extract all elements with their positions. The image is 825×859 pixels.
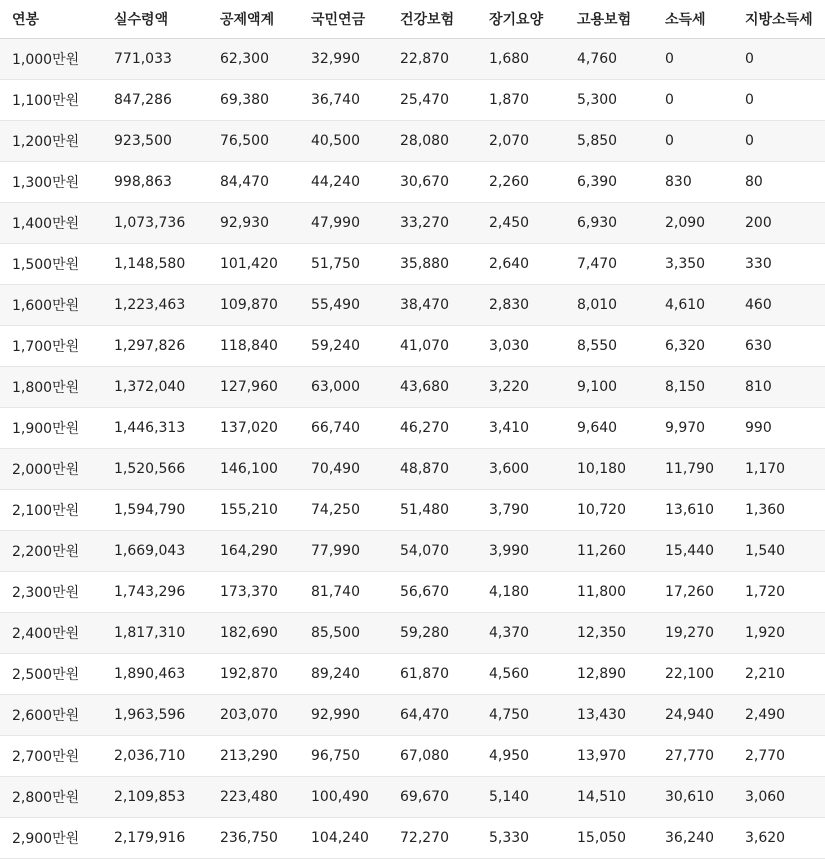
table-row xyxy=(0,695,825,736)
table-cell-national-pension: 47,990 xyxy=(299,203,388,244)
table-cell-health-insurance: 43,680 xyxy=(388,367,477,408)
table-cell-total-deduction: 192,870 xyxy=(208,654,299,695)
table-cell-salary: 2,500만원 xyxy=(0,654,102,695)
table-row xyxy=(0,613,825,654)
table-cell-health-insurance: 48,870 xyxy=(388,449,477,490)
table-row xyxy=(0,121,825,162)
table-cell-employment-insurance: 12,890 xyxy=(565,654,653,695)
table-cell-local-income-tax: 2,210 xyxy=(733,654,825,695)
table-cell-total-deduction: 164,290 xyxy=(208,531,299,572)
table-cell-health-insurance: 41,070 xyxy=(388,326,477,367)
table-cell-salary: 2,800만원 xyxy=(0,777,102,818)
table-cell-salary: 1,100만원 xyxy=(0,80,102,121)
table-cell-health-insurance: 28,080 xyxy=(388,121,477,162)
table-cell-health-insurance: 59,280 xyxy=(388,613,477,654)
table-cell-employment-insurance: 12,350 xyxy=(565,613,653,654)
table-cell-total-deduction: 213,290 xyxy=(208,736,299,777)
table-cell-salary: 2,300만원 xyxy=(0,572,102,613)
column-header-long-term-care: 장기요양 xyxy=(477,0,565,39)
column-header-local-income-tax: 지방소득세 xyxy=(733,0,825,39)
table-cell-net-pay: 1,148,580 xyxy=(102,244,208,285)
table-cell-health-insurance: 46,270 xyxy=(388,408,477,449)
table-cell-income-tax: 36,240 xyxy=(653,818,733,859)
table-cell-long-term-care: 5,140 xyxy=(477,777,565,818)
table-cell-long-term-care: 3,030 xyxy=(477,326,565,367)
table-cell-health-insurance: 38,470 xyxy=(388,285,477,326)
table-cell-health-insurance: 64,470 xyxy=(388,695,477,736)
table-cell-income-tax: 0 xyxy=(653,80,733,121)
table-cell-total-deduction: 223,480 xyxy=(208,777,299,818)
table-cell-national-pension: 104,240 xyxy=(299,818,388,859)
table-cell-total-deduction: 182,690 xyxy=(208,613,299,654)
table-cell-employment-insurance: 10,180 xyxy=(565,449,653,490)
table-cell-local-income-tax: 810 xyxy=(733,367,825,408)
table-cell-employment-insurance: 6,390 xyxy=(565,162,653,203)
table-cell-employment-insurance: 6,930 xyxy=(565,203,653,244)
table-cell-long-term-care: 2,640 xyxy=(477,244,565,285)
table-cell-income-tax: 0 xyxy=(653,121,733,162)
table-cell-total-deduction: 146,100 xyxy=(208,449,299,490)
column-header-employment-insurance: 고용보험 xyxy=(565,0,653,39)
table-cell-total-deduction: 236,750 xyxy=(208,818,299,859)
table-cell-income-tax: 13,610 xyxy=(653,490,733,531)
column-header-salary: 연봉 xyxy=(0,0,102,39)
table-cell-national-pension: 36,740 xyxy=(299,80,388,121)
table-cell-national-pension: 81,740 xyxy=(299,572,388,613)
table-header-row xyxy=(0,0,825,39)
table-cell-national-pension: 63,000 xyxy=(299,367,388,408)
table-cell-local-income-tax: 1,360 xyxy=(733,490,825,531)
table-row xyxy=(0,736,825,777)
table-cell-national-pension: 66,740 xyxy=(299,408,388,449)
table-cell-employment-insurance: 5,300 xyxy=(565,80,653,121)
table-cell-employment-insurance: 13,970 xyxy=(565,736,653,777)
table-cell-net-pay: 2,036,710 xyxy=(102,736,208,777)
table-cell-local-income-tax: 2,490 xyxy=(733,695,825,736)
table-cell-income-tax: 30,610 xyxy=(653,777,733,818)
column-header-net-pay: 실수령액 xyxy=(102,0,208,39)
table-cell-long-term-care: 2,450 xyxy=(477,203,565,244)
table-cell-national-pension: 100,490 xyxy=(299,777,388,818)
table-cell-health-insurance: 72,270 xyxy=(388,818,477,859)
table-cell-long-term-care: 2,260 xyxy=(477,162,565,203)
table-cell-income-tax: 4,610 xyxy=(653,285,733,326)
table-cell-salary: 2,700만원 xyxy=(0,736,102,777)
table-cell-income-tax: 3,350 xyxy=(653,244,733,285)
table-row xyxy=(0,39,825,80)
table-cell-long-term-care: 2,070 xyxy=(477,121,565,162)
column-header-income-tax: 소득세 xyxy=(653,0,733,39)
table-row xyxy=(0,654,825,695)
table-cell-employment-insurance: 15,050 xyxy=(565,818,653,859)
table-cell-salary: 1,300만원 xyxy=(0,162,102,203)
table-cell-net-pay: 1,817,310 xyxy=(102,613,208,654)
table-cell-net-pay: 1,890,463 xyxy=(102,654,208,695)
table-cell-income-tax: 830 xyxy=(653,162,733,203)
table-cell-local-income-tax: 80 xyxy=(733,162,825,203)
table-cell-income-tax: 22,100 xyxy=(653,654,733,695)
table-cell-local-income-tax: 1,540 xyxy=(733,531,825,572)
table-cell-national-pension: 32,990 xyxy=(299,39,388,80)
table-cell-local-income-tax: 3,060 xyxy=(733,777,825,818)
table-cell-national-pension: 40,500 xyxy=(299,121,388,162)
table-cell-salary: 1,900만원 xyxy=(0,408,102,449)
table-cell-employment-insurance: 13,430 xyxy=(565,695,653,736)
table-cell-income-tax: 9,970 xyxy=(653,408,733,449)
table-cell-long-term-care: 3,600 xyxy=(477,449,565,490)
table-cell-long-term-care: 4,370 xyxy=(477,613,565,654)
table-cell-income-tax: 2,090 xyxy=(653,203,733,244)
table-cell-total-deduction: 69,380 xyxy=(208,80,299,121)
table-cell-health-insurance: 25,470 xyxy=(388,80,477,121)
table-cell-net-pay: 1,372,040 xyxy=(102,367,208,408)
table-cell-national-pension: 74,250 xyxy=(299,490,388,531)
table-cell-total-deduction: 92,930 xyxy=(208,203,299,244)
table-cell-salary: 1,700만원 xyxy=(0,326,102,367)
table-row xyxy=(0,490,825,531)
table-cell-local-income-tax: 0 xyxy=(733,121,825,162)
table-cell-health-insurance: 22,870 xyxy=(388,39,477,80)
table-row xyxy=(0,449,825,490)
table-cell-total-deduction: 62,300 xyxy=(208,39,299,80)
table-cell-income-tax: 17,260 xyxy=(653,572,733,613)
table-cell-salary: 2,900만원 xyxy=(0,818,102,859)
table-cell-long-term-care: 3,410 xyxy=(477,408,565,449)
table-cell-long-term-care: 1,870 xyxy=(477,80,565,121)
table-cell-national-pension: 89,240 xyxy=(299,654,388,695)
table-cell-salary: 1,400만원 xyxy=(0,203,102,244)
table-cell-employment-insurance: 9,100 xyxy=(565,367,653,408)
table-cell-long-term-care: 4,950 xyxy=(477,736,565,777)
table-cell-national-pension: 85,500 xyxy=(299,613,388,654)
table-cell-employment-insurance: 7,470 xyxy=(565,244,653,285)
table-cell-local-income-tax: 0 xyxy=(733,80,825,121)
table-cell-net-pay: 771,033 xyxy=(102,39,208,80)
table-cell-local-income-tax: 1,170 xyxy=(733,449,825,490)
table-cell-health-insurance: 54,070 xyxy=(388,531,477,572)
table-cell-local-income-tax: 200 xyxy=(733,203,825,244)
table-cell-salary: 1,600만원 xyxy=(0,285,102,326)
table-cell-local-income-tax: 3,620 xyxy=(733,818,825,859)
table-cell-income-tax: 11,790 xyxy=(653,449,733,490)
table-cell-income-tax: 19,270 xyxy=(653,613,733,654)
table-cell-income-tax: 0 xyxy=(653,39,733,80)
table-cell-national-pension: 77,990 xyxy=(299,531,388,572)
table-cell-national-pension: 70,490 xyxy=(299,449,388,490)
table-cell-salary: 1,500만원 xyxy=(0,244,102,285)
table-cell-net-pay: 1,520,566 xyxy=(102,449,208,490)
table-cell-net-pay: 1,594,790 xyxy=(102,490,208,531)
table-cell-net-pay: 1,963,596 xyxy=(102,695,208,736)
table-cell-health-insurance: 56,670 xyxy=(388,572,477,613)
table-cell-income-tax: 15,440 xyxy=(653,531,733,572)
table-cell-income-tax: 24,940 xyxy=(653,695,733,736)
table-row xyxy=(0,777,825,818)
table-cell-local-income-tax: 330 xyxy=(733,244,825,285)
table-cell-health-insurance: 67,080 xyxy=(388,736,477,777)
table-cell-income-tax: 8,150 xyxy=(653,367,733,408)
table-cell-income-tax: 27,770 xyxy=(653,736,733,777)
table-cell-health-insurance: 33,270 xyxy=(388,203,477,244)
table-cell-salary: 1,800만원 xyxy=(0,367,102,408)
table-row xyxy=(0,531,825,572)
table-cell-salary: 2,400만원 xyxy=(0,613,102,654)
table-cell-local-income-tax: 1,720 xyxy=(733,572,825,613)
table-cell-total-deduction: 84,470 xyxy=(208,162,299,203)
table-cell-salary: 1,000만원 xyxy=(0,39,102,80)
table-cell-national-pension: 44,240 xyxy=(299,162,388,203)
table-cell-net-pay: 998,863 xyxy=(102,162,208,203)
table-cell-long-term-care: 3,220 xyxy=(477,367,565,408)
table-cell-long-term-care: 4,560 xyxy=(477,654,565,695)
table-cell-salary: 2,000만원 xyxy=(0,449,102,490)
column-header-total-deduction: 공제액계 xyxy=(208,0,299,39)
table-cell-long-term-care: 3,790 xyxy=(477,490,565,531)
table-cell-total-deduction: 173,370 xyxy=(208,572,299,613)
table-cell-long-term-care: 2,830 xyxy=(477,285,565,326)
column-header-national-pension: 국민연금 xyxy=(299,0,388,39)
table-cell-long-term-care: 3,990 xyxy=(477,531,565,572)
table-cell-income-tax: 6,320 xyxy=(653,326,733,367)
table-cell-net-pay: 2,109,853 xyxy=(102,777,208,818)
table-cell-health-insurance: 35,880 xyxy=(388,244,477,285)
table-cell-health-insurance: 51,480 xyxy=(388,490,477,531)
table-cell-national-pension: 92,990 xyxy=(299,695,388,736)
table-row xyxy=(0,408,825,449)
table-cell-salary: 2,600만원 xyxy=(0,695,102,736)
table-row xyxy=(0,326,825,367)
table-cell-net-pay: 1,297,826 xyxy=(102,326,208,367)
table-cell-total-deduction: 137,020 xyxy=(208,408,299,449)
table-cell-net-pay: 1,743,296 xyxy=(102,572,208,613)
table-cell-total-deduction: 118,840 xyxy=(208,326,299,367)
table-body xyxy=(0,39,825,859)
table-cell-employment-insurance: 9,640 xyxy=(565,408,653,449)
table-cell-employment-insurance: 8,550 xyxy=(565,326,653,367)
table-row xyxy=(0,818,825,859)
table-cell-salary: 2,100만원 xyxy=(0,490,102,531)
table-cell-net-pay: 1,446,313 xyxy=(102,408,208,449)
table-cell-long-term-care: 5,330 xyxy=(477,818,565,859)
table-cell-employment-insurance: 11,800 xyxy=(565,572,653,613)
table-cell-local-income-tax: 2,770 xyxy=(733,736,825,777)
table-cell-salary: 1,200만원 xyxy=(0,121,102,162)
table-cell-local-income-tax: 0 xyxy=(733,39,825,80)
table-cell-employment-insurance: 5,850 xyxy=(565,121,653,162)
table-cell-long-term-care: 4,180 xyxy=(477,572,565,613)
table-cell-health-insurance: 30,670 xyxy=(388,162,477,203)
table-cell-total-deduction: 109,870 xyxy=(208,285,299,326)
table-cell-employment-insurance: 10,720 xyxy=(565,490,653,531)
table-cell-long-term-care: 4,750 xyxy=(477,695,565,736)
table-cell-net-pay: 1,073,736 xyxy=(102,203,208,244)
table-cell-net-pay: 847,286 xyxy=(102,80,208,121)
table-cell-employment-insurance: 14,510 xyxy=(565,777,653,818)
table-cell-total-deduction: 101,420 xyxy=(208,244,299,285)
table-cell-employment-insurance: 4,760 xyxy=(565,39,653,80)
table-row xyxy=(0,244,825,285)
table-cell-employment-insurance: 11,260 xyxy=(565,531,653,572)
table-row xyxy=(0,367,825,408)
table-cell-national-pension: 59,240 xyxy=(299,326,388,367)
table-cell-local-income-tax: 630 xyxy=(733,326,825,367)
column-header-health-insurance: 건강보험 xyxy=(388,0,477,39)
table-cell-national-pension: 55,490 xyxy=(299,285,388,326)
table-cell-local-income-tax: 1,920 xyxy=(733,613,825,654)
table-row xyxy=(0,285,825,326)
table-row xyxy=(0,162,825,203)
table-cell-health-insurance: 69,670 xyxy=(388,777,477,818)
table-cell-employment-insurance: 8,010 xyxy=(565,285,653,326)
table-cell-total-deduction: 127,960 xyxy=(208,367,299,408)
table-cell-long-term-care: 1,680 xyxy=(477,39,565,80)
table-cell-total-deduction: 76,500 xyxy=(208,121,299,162)
table-cell-net-pay: 1,223,463 xyxy=(102,285,208,326)
table-cell-health-insurance: 61,870 xyxy=(388,654,477,695)
table-cell-local-income-tax: 460 xyxy=(733,285,825,326)
table-cell-net-pay: 923,500 xyxy=(102,121,208,162)
table-cell-total-deduction: 203,070 xyxy=(208,695,299,736)
table-row xyxy=(0,203,825,244)
table-cell-salary: 2,200만원 xyxy=(0,531,102,572)
table-cell-net-pay: 1,669,043 xyxy=(102,531,208,572)
table-cell-local-income-tax: 990 xyxy=(733,408,825,449)
table-cell-national-pension: 96,750 xyxy=(299,736,388,777)
table-cell-total-deduction: 155,210 xyxy=(208,490,299,531)
table-cell-net-pay: 2,179,916 xyxy=(102,818,208,859)
table-row xyxy=(0,80,825,121)
table-cell-national-pension: 51,750 xyxy=(299,244,388,285)
table-row xyxy=(0,572,825,613)
